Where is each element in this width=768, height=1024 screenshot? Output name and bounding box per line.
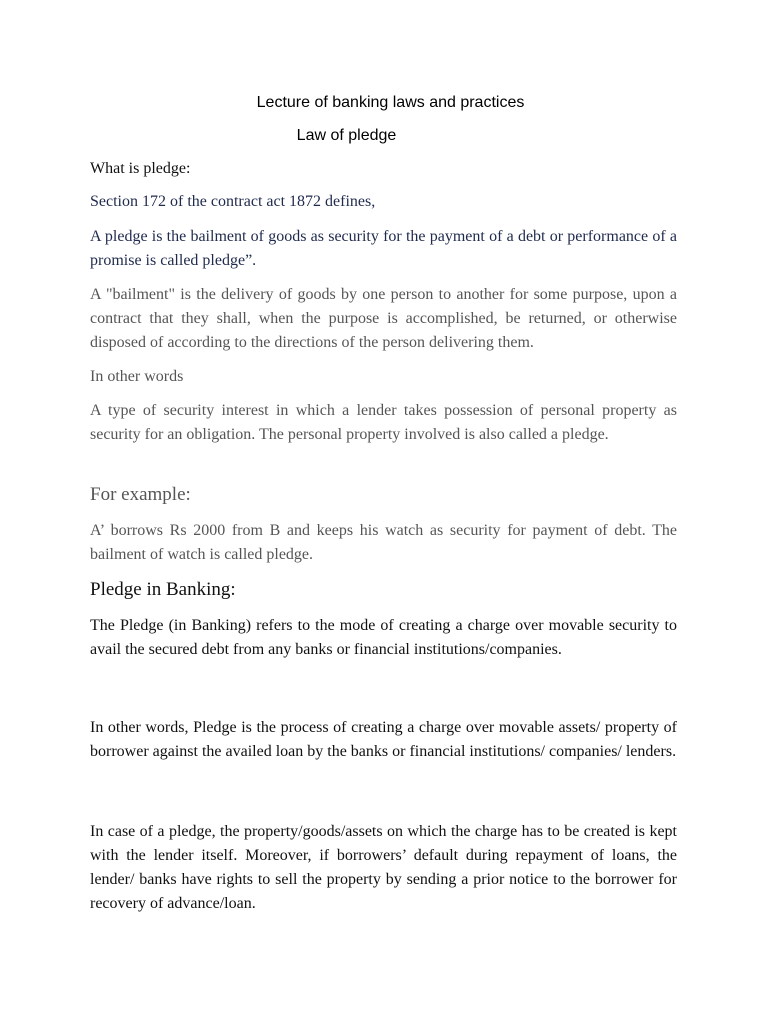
security-interest-paragraph: A type of security interest in which a lender takes possession of personal property as security for an obligation. The personal property involved is also called a pledge. bbox=[90, 402, 677, 443]
what-is-pledge-heading: What is pledge: bbox=[90, 160, 191, 177]
document-subtitle: Law of pledge bbox=[296, 127, 397, 144]
example-paragraph: A’ borrows Rs 2000 from B and keeps his watch as security for payment of debt. The bailment of watch is called pledge. bbox=[90, 522, 677, 563]
in-other-words-label: In other words bbox=[90, 368, 184, 385]
in-case-of-pledge-paragraph: In case of a pledge, the property/goods/assets on which the charge has to be created is kept with the lender itself. Moreover, if borrowers’ default during repayment of loans, the lender/ banks have rights to sell the property by sending a prior notice to the borrower for recovery of advance/loan. bbox=[90, 823, 677, 912]
pledge-in-banking-paragraph: The Pledge (in Banking) refers to the mode of creating a charge over movable security to avail the secured debt from any banks or financial institutions/companies. bbox=[90, 617, 677, 658]
bailment-paragraph: A "bailment" is the delivery of goods by one person to another for some purpose, upon a contract that they shall, when the purpose is accomplished, be returned, or otherwise disposed of according to the directions of the person delivering them. bbox=[90, 286, 677, 351]
document-title: Lecture of banking laws and practices bbox=[256, 94, 525, 111]
section-line: Section 172 of the contract act 1872 defines, bbox=[90, 193, 376, 210]
definition-paragraph: A pledge is the bailment of goods as security for the payment of a debt or performance of a promise is called pledge”. bbox=[90, 228, 677, 269]
for-example-heading: For example: bbox=[90, 484, 191, 505]
other-words-pledge-paragraph: In other words, Pledge is the process of creating a charge over movable assets/ property of borrower against the availed loan by the banks or financial institutions/ companies/ lenders. bbox=[90, 719, 677, 760]
document-page bbox=[90, 0, 677, 1024]
pledge-in-banking-heading: Pledge in Banking: bbox=[90, 579, 236, 600]
